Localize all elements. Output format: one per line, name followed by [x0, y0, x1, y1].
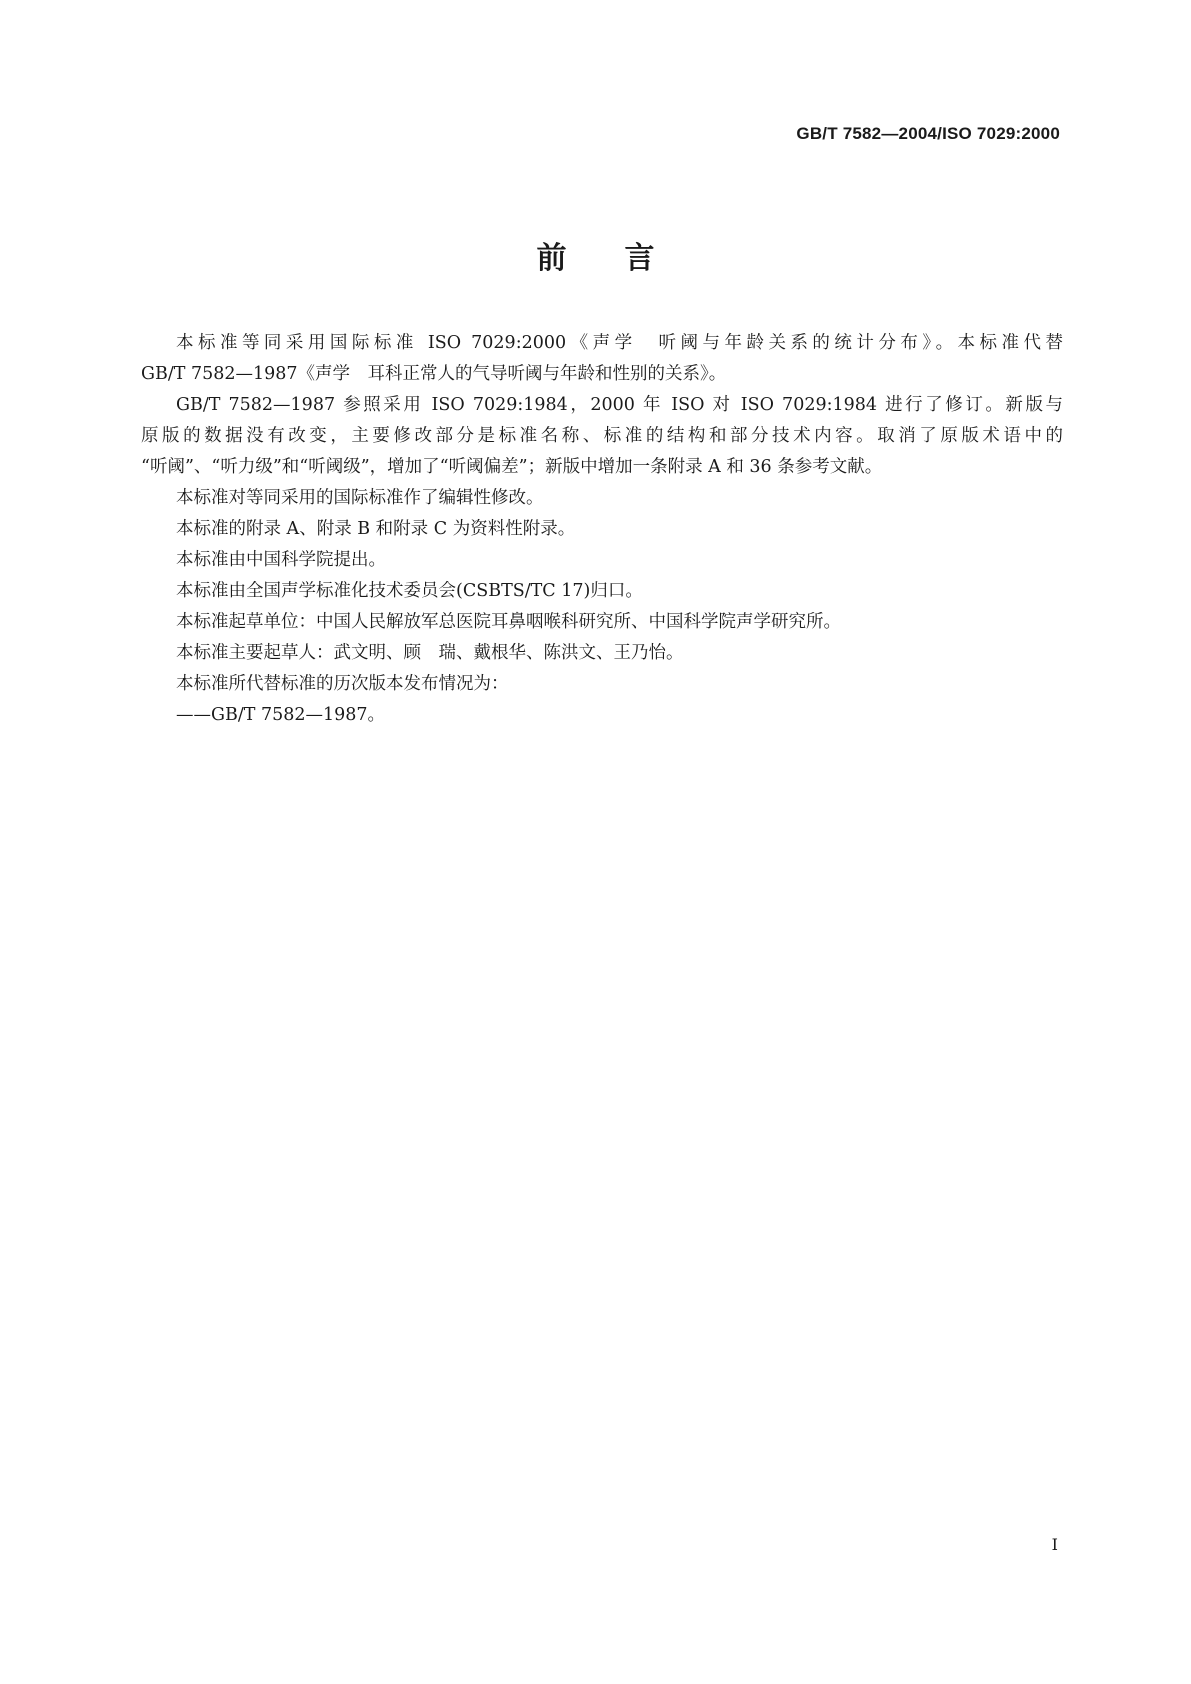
paragraph-1-line-2: GB/T 7582—1987《声学 耳科正常人的气导听阈与年龄和性别的关系》。 [141, 364, 727, 384]
paragraph-7: 本标准起草单位：中国人民解放军总医院耳鼻咽喉科研究所、中国科学院声学研究所。 [176, 612, 841, 632]
page-number: I [1051, 1535, 1058, 1554]
paragraph-3: 本标准对等同采用的国际标准作了编辑性修改。 [176, 488, 544, 508]
paragraph-9: 本标准所代替标准的历次版本发布情况为： [176, 674, 509, 694]
paragraph-2-line-2: 原版的数据没有改变，主要修改部分是标准名称、标准的结构和部分技术内容。取消了原版术语中的 [141, 426, 1063, 446]
paragraph-6: 本标准由全国声学标准化技术委员会(CSBTS/TC 17)归口。 [176, 581, 643, 601]
paragraph-8: 本标准主要起草人：武文明、顾 瑞、戴根华、陈洪文、王乃怡。 [176, 643, 684, 663]
title-char-1: 前 [536, 241, 567, 276]
paragraph-2-line-3: “听阈”、“听力级”和“听阈级”，增加了“听阈偏差”；新版中增加一条附录 A 和 36 条参考文献。 [141, 457, 883, 477]
paragraph-1-line-1: 本标准等同采用国际标准 ISO 7029:2000《声学 听阈与年龄关系的统计分布》。本标准代替 [176, 333, 1063, 353]
foreword-body [141, 328, 1063, 731]
paragraph-4: 本标准的附录 A、附录 B 和附录 C 为资料性附录。 [176, 519, 576, 539]
page-title [0, 233, 1191, 277]
paragraph-5: 本标准由中国科学院提出。 [176, 550, 386, 570]
standard-number-header: GB/T 7582—2004/ISO 7029:2000 [796, 124, 1060, 143]
paragraph-2-line-1: GB/T 7582—1987 参照采用 ISO 7029:1984，2000 年 ISO 对 ISO 7029:1984 进行了修订。新版与 [176, 395, 1063, 415]
paragraph-10: ——GB/T 7582—1987。 [176, 705, 386, 725]
title-char-2: 言 [624, 241, 655, 276]
